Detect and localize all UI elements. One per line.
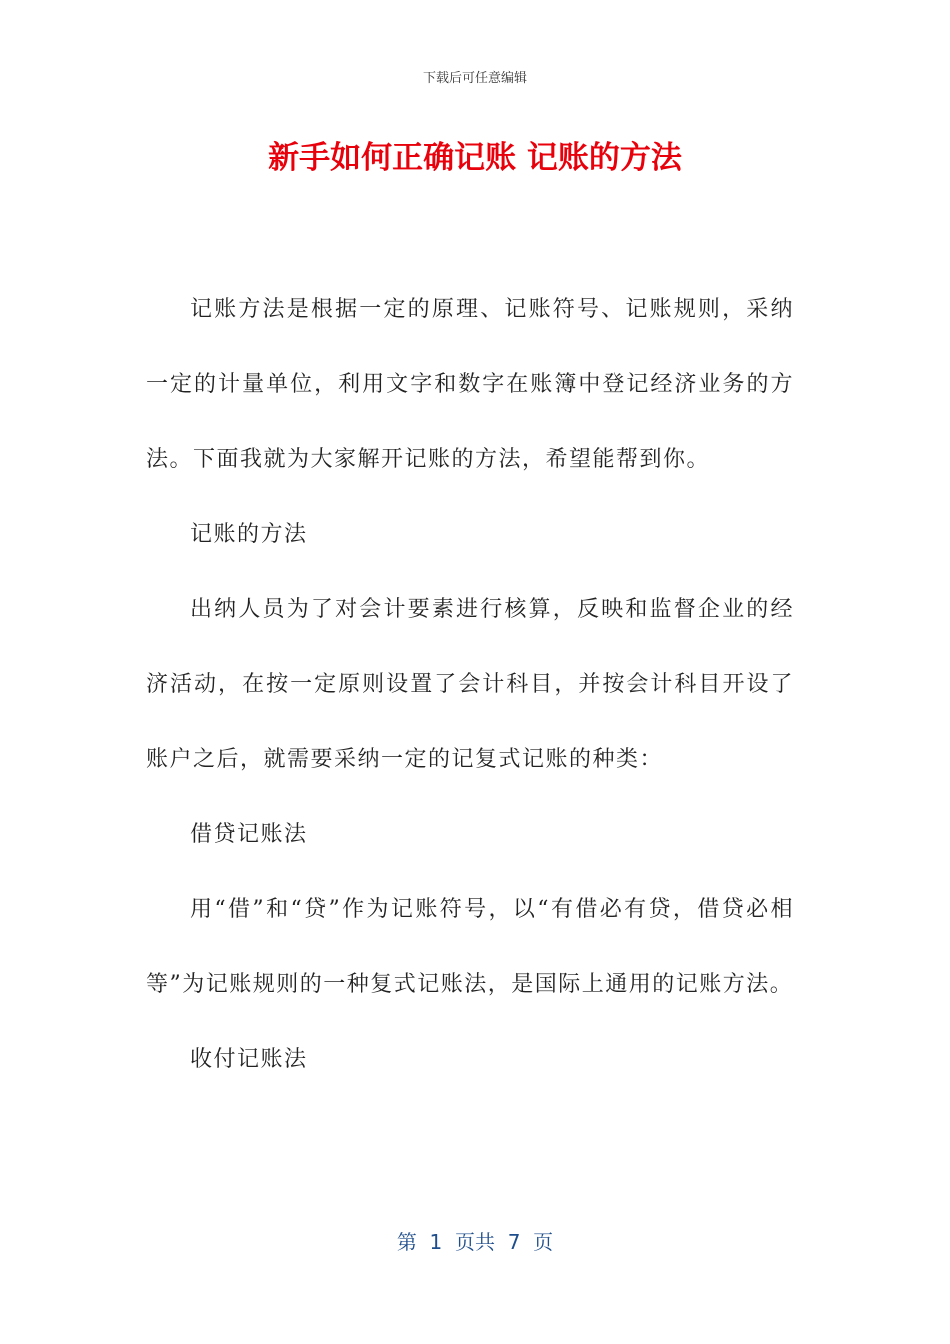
paragraph-debit-credit: 用“借”和“贷”作为记账符号，以“有借必有贷，借贷必相等”为记账规则的一种复式记账法，是国际上通用的记账方法。 — [146, 897, 794, 997]
section-heading-debit-credit: 借贷记账法 — [190, 822, 308, 847]
paragraph-methods: 出纳人员为了对会计要素进行核算，反映和监督企业的经济活动，在按一定原则设置了会计科目，并按会计科目开设了账户之后，就需要采纳一定的记复式记账的种类： — [146, 597, 794, 772]
section-heading-receipt-payment: 收付记账法 — [190, 1047, 308, 1072]
section-heading-methods: 记账的方法 — [190, 522, 308, 547]
header-note: 下载后可任意编辑 — [422, 71, 527, 86]
paragraph-intro: 记账方法是根据一定的原理、记账符号、记账规则，采纳一定的计量单位，利用文字和数字在账簿中登记经济业务的方法。下面我就为大家解开记账的方法，希望能帮到你。 — [146, 297, 794, 472]
document-body — [146, 272, 794, 1097]
document-title: 新手如何正确记账 记账的方法 — [268, 140, 682, 176]
page-number: 第 1 页共 7 页 — [396, 1230, 554, 1254]
